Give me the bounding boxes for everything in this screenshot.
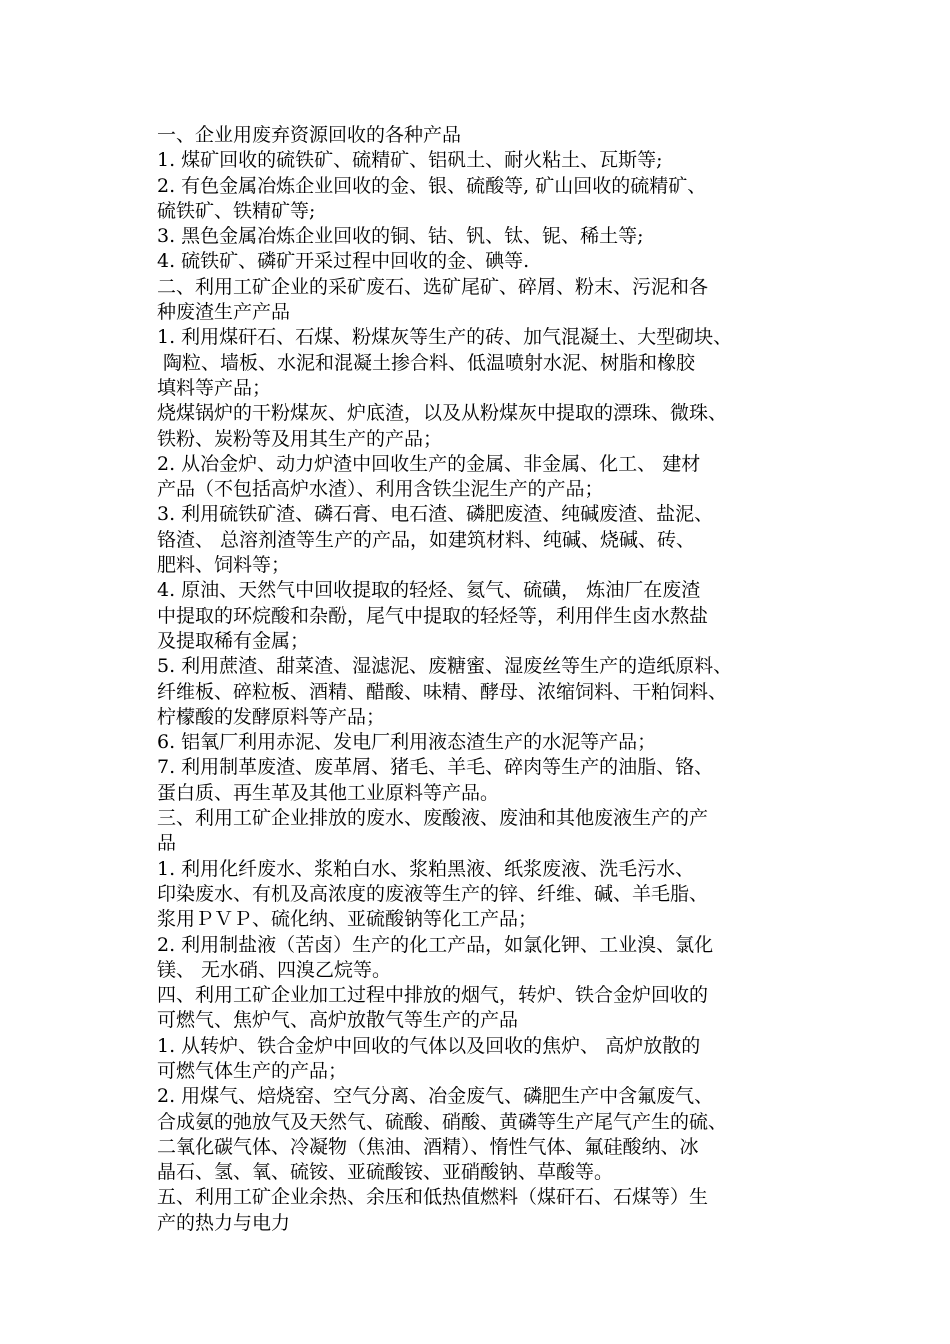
text-line: 6. 铝氧厂利用赤泥、发电厂利用液态渣生产的水泥等产品； xyxy=(157,731,657,754)
text-line: 镁、 无水硝、四溴乙烷等。 xyxy=(157,958,392,981)
text-line: 晶石、氢、氧、硫铵、亚硫酸铵、亚硝酸钠、草酸等。 xyxy=(157,1161,614,1184)
text-line: 2. 用煤气、焙烧窑、空气分离、冶金废气、磷肥生产中含氟废气、 xyxy=(157,1085,714,1108)
heading-section-3-cont: 品 xyxy=(157,832,177,855)
heading-section-4: 四、利用工矿企业加工过程中排放的烟气，转炉、铁合金炉回收的 xyxy=(157,984,709,1007)
text-line: 陶粒、墙板、水泥和混凝土掺合料、低温喷射水泥、树脂和橡胶 xyxy=(157,351,696,374)
text-line: 1. 利用煤矸石、石煤、粉煤灰等生产的砖、加气混凝土、大型砌块、 xyxy=(157,326,733,349)
text-line: 柠檬酸的发酵原料等产品； xyxy=(157,705,386,728)
text-line: 4. 硫铁矿、磷矿开采过程中回收的金、碘等. xyxy=(157,250,530,273)
text-line: 铁粉、炭粉等及用其生产的产品； xyxy=(157,427,443,450)
text-line: 2. 有色金属冶炼企业回收的金、银、硫酸等, 矿山回收的硫精矿、 xyxy=(157,174,707,197)
document-body xyxy=(157,123,817,1236)
text-line: 产品（不包括高炉水渣）、利用含铁尘泥生产的产品； xyxy=(157,478,604,501)
text-line: 硫铁矿、铁精矿等; xyxy=(157,199,316,222)
heading-section-5-cont: 产的热力与电力 xyxy=(157,1211,291,1234)
text-line: 可燃气体生产的产品； xyxy=(157,1059,348,1082)
text-line: 烧煤锅炉的干粉煤灰、炉底渣，以及从粉煤灰中提取的漂珠、微珠、 xyxy=(157,402,728,425)
heading-section-2-cont: 种废渣生产产品 xyxy=(157,301,291,324)
text-line: 及提取稀有金属； xyxy=(157,629,310,652)
text-line: 1. 利用化纤废水、浆粕白水、浆粕黑液、纸浆废液、洗毛污水、 xyxy=(157,857,695,880)
text-line: 3. 黑色金属冶炼企业回收的铜、钴、钒、钛、铌、稀土等; xyxy=(157,225,644,248)
text-line: 1. 从转炉、铁合金炉中回收的气体以及回收的焦炉、 高炉放散的 xyxy=(157,1034,701,1057)
text-line: 肥料、饲料等； xyxy=(157,554,291,577)
heading-section-4-cont: 可燃气、焦炉气、高炉放散气等生产的产品 xyxy=(157,1009,519,1032)
heading-section-5: 五、利用工矿企业余热、余压和低热值燃料（煤矸石、石煤等）生 xyxy=(157,1186,709,1209)
text-line: 2. 利用制盐液（苦卤）生产的化工产品，如氯化钾、工业溴、氯化 xyxy=(157,933,714,956)
text-line: 中提取的环烷酸和杂酚，尾气中提取的轻烃等，利用伴生卤水熬盐 xyxy=(157,604,709,627)
heading-section-1: 一、企业用废弃资源回收的各种产品 xyxy=(157,124,462,146)
text-line: 铬渣、 总溶剂渣等生产的产品，如建筑材料、纯碱、烧碱、砖、 xyxy=(157,528,696,551)
text-line: 纤维板、碎粒板、酒精、醋酸、味精、酵母、浓缩饲料、干粕饲料、 xyxy=(157,680,728,703)
text-line: 1. 煤矿回收的硫铁矿、硫精矿、铝矾土、耐火粘土、瓦斯等; xyxy=(157,149,663,172)
text-line: 印染废水、有机及高浓度的废液等生产的锌、纤维、碱、羊毛脂、 xyxy=(157,882,709,905)
text-line: 二氧化碳气体、冷凝物（焦油、酒精）、惰性气体、氟硅酸纳、冰 xyxy=(157,1135,699,1158)
text-line: 4. 原油、天然气中回收提取的轻烃、氦气、硫磺， 炼油厂在废渣 xyxy=(157,579,701,602)
text-line: 填料等产品； xyxy=(157,376,272,399)
text-line: 合成氨的弛放气及天然气、硫酸、硝酸、黄磷等生产尾气产生的硫、 xyxy=(157,1110,728,1133)
heading-section-2: 二、利用工矿企业的采矿废石、选矿尾矿、碎屑、粉末、污泥和各 xyxy=(157,275,709,298)
text-line: 3. 利用硫铁矿渣、磷石膏、电石渣、磷肥废渣、纯碱废渣、盐泥、 xyxy=(157,503,714,526)
text-line: 蛋白质、再生革及其他工业原料等产品。 xyxy=(157,781,500,804)
text-line: 2. 从冶金炉、动力炉渣中回收生产的金属、非金属、化工、 建材 xyxy=(157,452,701,475)
text-line: 5. 利用蔗渣、甜菜渣、湿滤泥、废糖蜜、湿废丝等生产的造纸原料、 xyxy=(157,655,733,678)
heading-section-3: 三、利用工矿企业排放的废水、废酸液、废油和其他废液生产的产 xyxy=(157,807,709,830)
text-line: 7. 利用制革废渣、废革屑、猪毛、羊毛、碎肉等生产的油脂、铬、 xyxy=(157,756,714,779)
text-line: 浆用ＰＶＰ、硫化纳、亚硫酸钠等化工产品； xyxy=(157,908,538,931)
